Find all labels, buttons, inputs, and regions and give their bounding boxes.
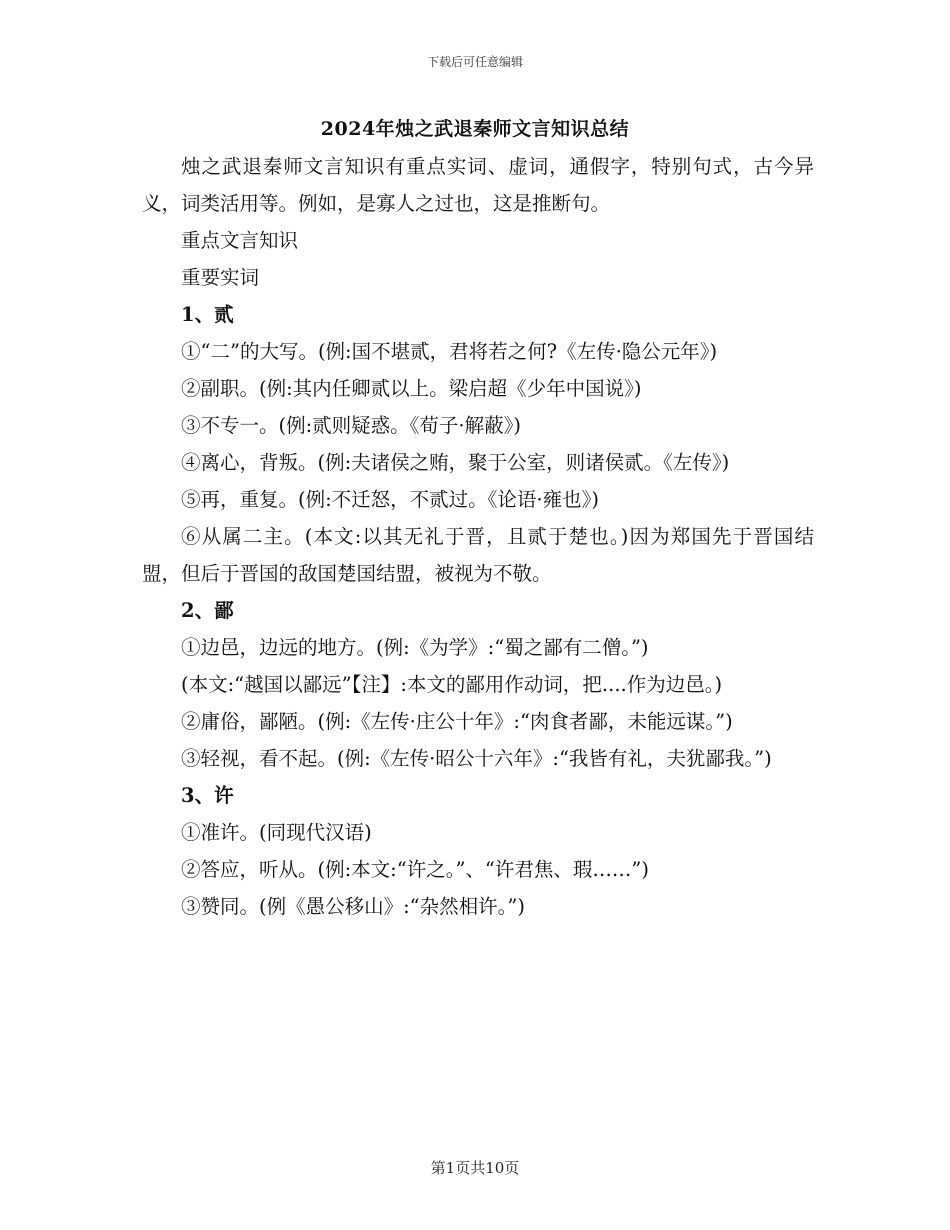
paragraph: ③轻视，看不起。(例:《左传·昭公十六年》:“我皆有礼，夫犹鄙我。”): [181, 747, 772, 770]
paragraph: 重要实词: [181, 266, 260, 289]
paragraph: ③赞同。(例《愚公移山》:“杂然相许。”): [181, 895, 525, 918]
paragraph: 烛之武退秦师文言知识有重点实词、虚词，通假字，特别句式，古今异义，词类活用等。例如，是寡人之过也，这是推断句。: [142, 155, 814, 215]
document-body: [142, 148, 814, 925]
paragraph: ④离心，背叛。(例:夫诸侯之贿，聚于公室，则诸侯贰。《左传》): [181, 451, 730, 474]
paragraph: ②答应，听从。(例:本文:“许之。”、“许君焦、瑕……”): [181, 858, 649, 881]
paragraph: ①边邑，边远的地方。(例:《为学》:“蜀之鄙有二僧。”): [181, 636, 649, 659]
section-heading: 3、许: [181, 784, 234, 807]
paragraph: ①准许。(同现代汉语): [181, 821, 372, 844]
paragraph: (本文:“越国以鄙远”【注】:本文的鄙用作动词，把....作为边邑。): [181, 673, 723, 696]
page-header: 下载后可任意编辑: [426, 55, 523, 69]
section-heading: 1、贰: [181, 303, 234, 326]
section-heading: 2、鄙: [181, 599, 234, 622]
paragraph: ⑥从属二主。(本文:以其无礼于晋，且贰于楚也。)因为郑国先于晋国结盟，但后于晋国的敌国楚国结盟，被视为不敬。: [142, 525, 814, 585]
paragraph: ②副职。(例:其内任卿贰以上。梁启超《少年中国说》): [181, 377, 642, 400]
page-footer: 第1页共10页: [430, 1159, 520, 1177]
paragraph: ③不专一。(例:贰则疑惑。《荀子·解蔽》): [181, 414, 521, 437]
document-title: 2024年烛之武退秦师文言知识总结: [320, 118, 630, 140]
paragraph: 重点文言知识: [181, 229, 299, 252]
paragraph: ①“二”的大写。(例:国不堪贰，君将若之何?《左传·隐公元年》): [181, 340, 718, 363]
paragraph: ⑤再，重复。(例:不迁怒，不贰过。《论语·雍也》): [181, 488, 599, 511]
paragraph: ②庸俗，鄙陋。(例:《左传·庄公十年》:“肉食者鄙，未能远谋。”): [181, 710, 733, 733]
